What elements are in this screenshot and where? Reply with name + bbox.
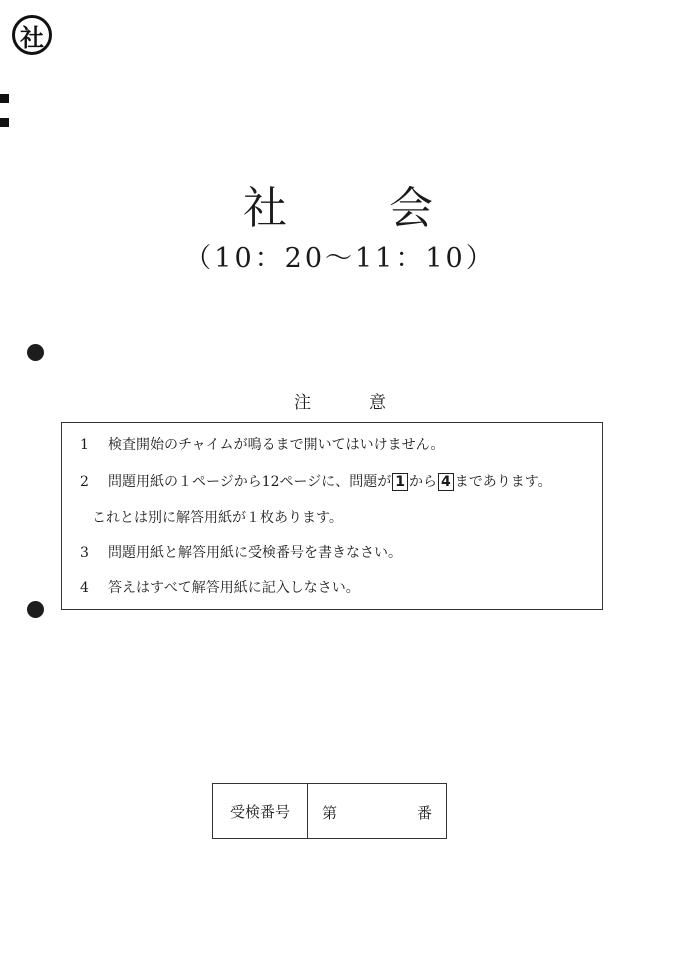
notice-item-number: 4	[80, 580, 89, 596]
notice-heading	[0, 392, 680, 414]
notice-item-number: 3	[80, 545, 89, 561]
notice-item	[80, 578, 360, 598]
notice-item-text: 問題用紙の１ページから12ページに、問題が	[108, 474, 392, 490]
exam-number-box	[212, 783, 447, 839]
exam-number-prefix: 第	[322, 804, 338, 822]
subject-title-part1: 社	[243, 183, 291, 234]
notice-item-number: 2	[80, 474, 89, 490]
subject-title-part2: 会	[389, 183, 437, 234]
notice-heading-part2: 意	[369, 393, 386, 413]
notice-item	[80, 435, 444, 455]
exam-number-suffix: 番	[416, 804, 432, 822]
notice-item	[80, 472, 552, 492]
notice-item-text: まであります。	[454, 474, 552, 490]
notice-item-text: から	[409, 474, 438, 490]
exam-number-label: 受検番号	[213, 784, 308, 838]
notice-item-text: 問題用紙と解答用紙に受検番号を書きなさい。	[108, 545, 402, 561]
subject-title	[0, 183, 680, 235]
punch-hole	[27, 601, 44, 618]
subject-badge: 社	[12, 15, 52, 55]
notice-item-number: 1	[80, 437, 89, 453]
notice-item-continuation: これとは別に解答用紙が１枚あります。	[92, 510, 343, 526]
punch-hole	[27, 344, 44, 361]
question-range-start-box: 1	[392, 473, 408, 491]
exam-number-field[interactable]	[308, 784, 446, 838]
notice-item-text: 検査開始のチャイムが鳴るまで開いてはいけません。	[108, 437, 445, 453]
notice-item-text: 答えはすべて解答用紙に記入しなさい。	[108, 580, 360, 596]
question-range-end-box: 4	[438, 473, 454, 491]
edge-registration-mark	[0, 118, 9, 127]
edge-registration-mark	[0, 94, 9, 103]
exam-time: （10：20〜11：10）	[184, 243, 496, 274]
notice-item	[80, 543, 402, 563]
notice-heading-part1: 注	[294, 393, 311, 413]
